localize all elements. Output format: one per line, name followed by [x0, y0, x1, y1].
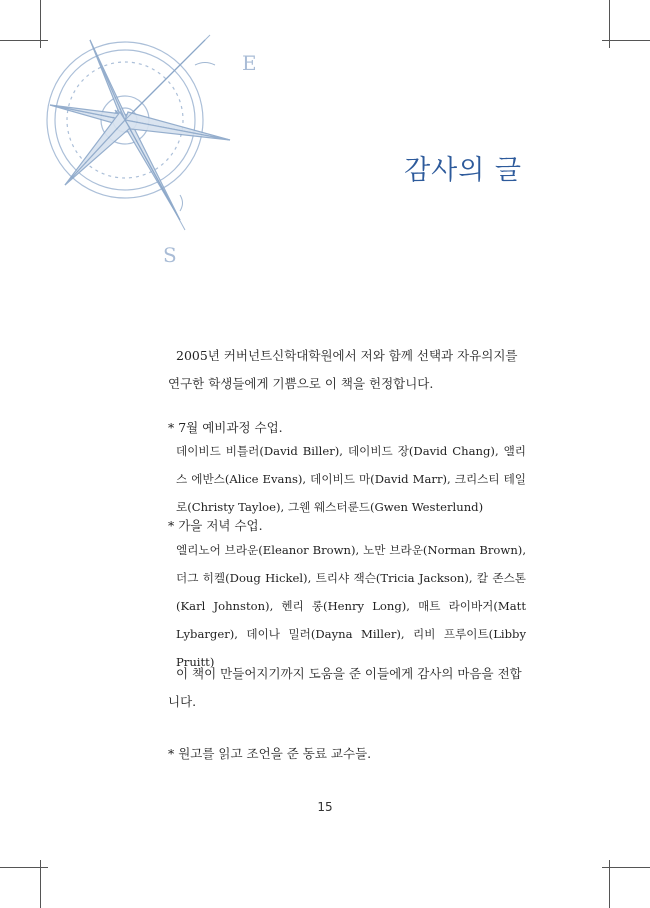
group-names: 엘리노어 브라운(Eleanor Brown), 노만 브라운(Norman Brown), 더그 히켈(Doug Hickel), 트리샤 잭슨(Tricia Jackson), 칼 존스톤(Karl Johnston), 헨리 롱(Henry Long), 매트 라이바거(Matt Lybarger), 데이나 밀러(Dayna Miller), 리비 프루이트(Libby Pruitt) — [176, 543, 526, 669]
crop-mark — [602, 40, 650, 41]
last-bullet: * 원고를 읽고 조언을 준 동료 교수들. — [168, 746, 372, 761]
compass-rose-icon — [30, 20, 290, 270]
crop-mark — [602, 867, 650, 868]
page-number: 15 — [317, 800, 333, 814]
compass-letter-e: E — [242, 51, 257, 75]
intro-paragraph: 2005년 커버넌트신학대학원에서 저와 함께 선택과 자유의지를 연구한 학생들에게 기쁨으로 이 책을 헌정합니다. — [168, 348, 518, 391]
page-title: 감사의 글 — [404, 155, 522, 186]
thanks-paragraph: 이 책이 만들어지기까지 도움을 준 이들에게 감사의 마음을 전합니다. — [168, 666, 522, 709]
crop-mark — [0, 867, 48, 868]
compass-letter-s: S — [163, 243, 177, 267]
group-heading: * 7월 예비과정 수업. — [168, 420, 283, 435]
group-names: 데이비드 비틀러(David Biller), 데이비드 장(David Chang), 앨리스 에반스(Alice Evans), 데이비드 마(David Marr), 크리스티 테일로(Christy Tayloe), 그웬 웨스터룬드(Gwen Westerlund) — [176, 444, 526, 514]
group-heading: * 가을 저녁 수업. — [168, 518, 263, 533]
